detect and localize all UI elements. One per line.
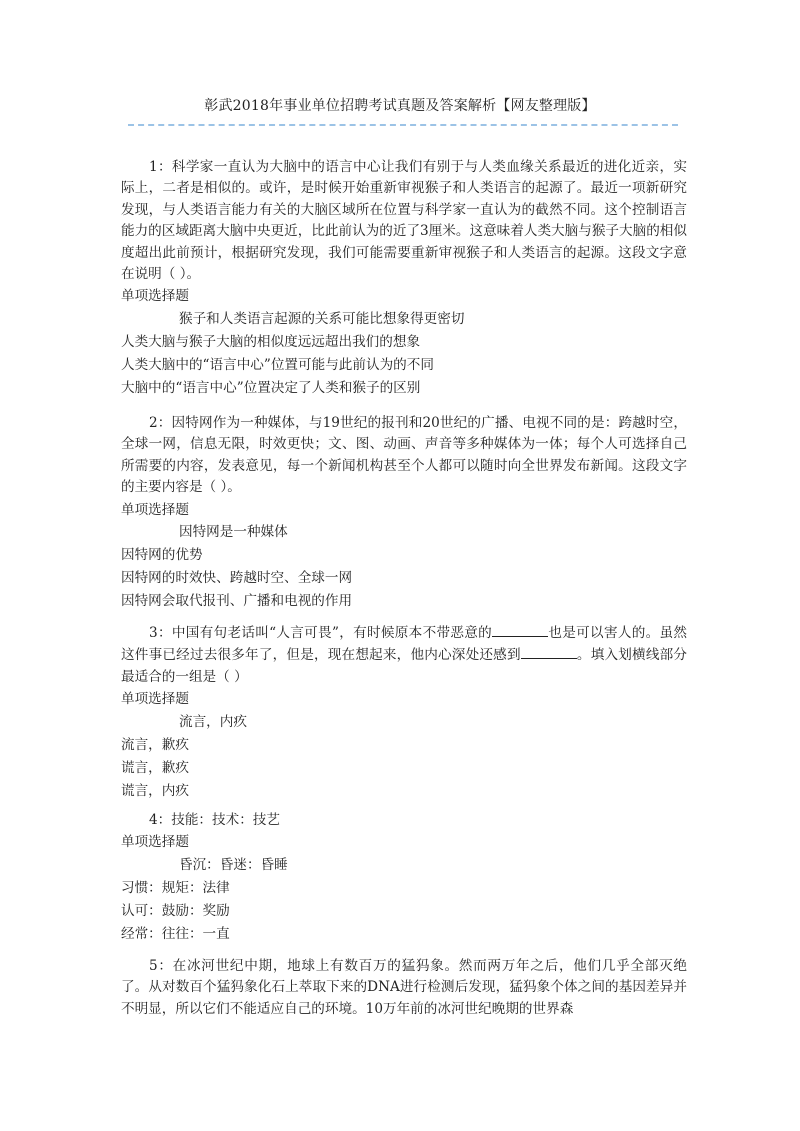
option-c: 认可：鼓励：奖励 [121,902,230,919]
question-number: 5： [149,958,173,974]
question-stem: 2：因特网作为一种媒体，与19世纪的报刊和20世纪的广播、电视不同的是：跨越时空，全球一网，信息无限，时效更快；文、图、动画、声音等多种媒体为一体；每个人可选择自己所需要的内容，发表意见，每一个新闻机构甚至个人都可以随时向全世界发布新闻。这段文字的主要内容是（ ）。 [121,415,687,496]
option-a: 昏沉：昏迷：昏睡 [179,856,288,873]
option-d: 经常：往往：一直 [121,925,230,942]
question-number: 4： [149,812,172,828]
title-divider [128,124,678,126]
question-type: 单项选择题 [121,691,189,708]
question-4 [121,810,687,946]
option-b: 流言，歉疚 [121,736,189,753]
option-c: 因特网的时效快、跨越时空、全球一网 [121,570,353,587]
question-type: 单项选择题 [121,501,189,518]
document-title: 彰武2018年事业单位招聘考试真题及答案解析【网友整理版】 [204,98,596,114]
option-b: 因特网的优势 [121,547,203,564]
option-a: 猴子和人类语言起源的关系可能比想象得更密切 [179,310,465,327]
option-b: 人类大脑与猴子大脑的相似度远远超出我们的想象 [121,333,421,350]
question-number: 3： [149,625,172,641]
question-5 [121,956,687,1020]
question-type: 单项选择题 [121,288,189,305]
option-c: 谎言，歉疚 [121,759,189,776]
fill-blank-1 [492,622,548,637]
question-type: 单项选择题 [121,834,189,851]
option-d: 因特网会取代报刊、广播和电视的作用 [121,593,353,610]
question-number: 2： [149,415,172,431]
option-b: 习惯：规矩：法律 [121,879,230,896]
question-number: 1： [149,159,172,175]
option-c: 人类大脑中的“语言中心”位置可能与此前认为的不同 [121,356,434,373]
option-d: 大脑中的“语言中心”位置决定了人类和猴子的区别 [121,379,421,396]
option-d: 谎言，内疚 [121,782,189,799]
option-a: 流言，内疚 [179,713,247,730]
question-stem: 4：技能：技术：技艺 [149,812,280,828]
question-stem: 5：在冰河世纪中期，地球上有数百万的猛犸象。然而两万年之后，他们几乎全部灭绝了。从对数百个猛犸象化石上萃取下来的DNA进行检测后发现，猛犸象个体之间的基因差异并不明显，所以它们不能适应自己的环境。10万年前的冰河世纪晚期的世界森 [121,958,687,1017]
fill-blank-2 [521,644,577,659]
question-stem: 3：中国有句老话叫“人言可畏”，有时候原本不带恶意的 也是可以害人的。虽然这件事已经过去很多年了，但是，现在想起来，他内心深处还感到 。填入划横线部分最适合的一组是（ ） [121,622,687,688]
question-3 [121,622,687,803]
question-2 [121,413,687,613]
question-1 [121,157,687,400]
question-stem: 1：科学家一直认为大脑中的语言中心让我们有别于与人类血缘关系最近的进化近亲，实际上，二者是相似的。或许，是时候开始重新审视猴子和人类语言的起源了。最近一项新研究发现，与人类语言能力有关的大脑区域所在位置与科学家一直认为的截然不同。这个控制语言能力的区域距离大脑中央更近，比此前认为的近了3厘米。这意味着人类大脑与猴子大脑的相似度超出此前预计，根据研究发现，我们可能需要重新审视猴子和人类语言的起源。这段文字意在说明（ ）。 [121,159,687,283]
option-a: 因特网是一种媒体 [179,524,288,541]
